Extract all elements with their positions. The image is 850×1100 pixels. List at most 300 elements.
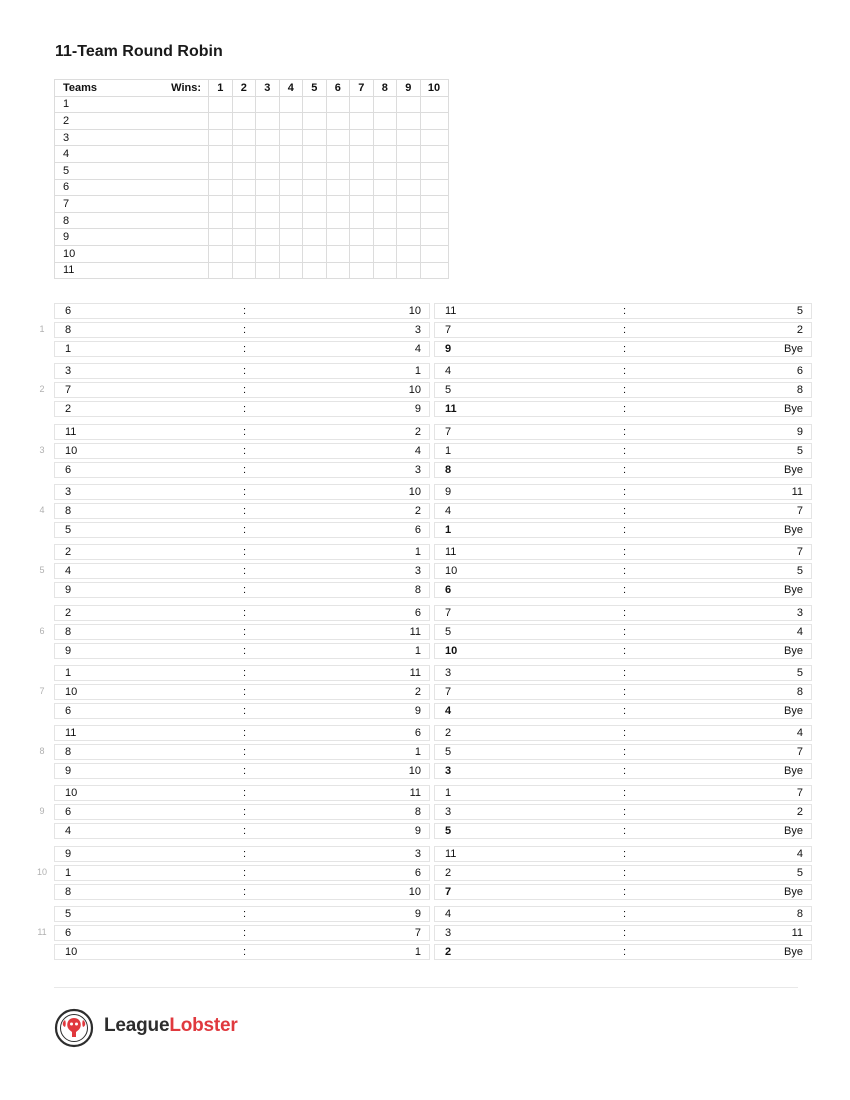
left-matches — [54, 484, 430, 541]
match-row — [434, 443, 812, 459]
away-team: 10 — [408, 486, 421, 498]
away-team: 3 — [414, 464, 421, 476]
round-number: 9 — [39, 806, 45, 816]
home-team: 9 — [445, 343, 452, 355]
round-block — [0, 544, 850, 601]
away-team: 8 — [414, 806, 421, 818]
right-matches — [434, 725, 812, 782]
away-team: 7 — [796, 546, 803, 558]
bye-row — [434, 884, 812, 900]
bye-label: Bye — [784, 464, 803, 476]
score-separator: : — [623, 908, 627, 920]
round-column-header: 2 — [232, 80, 256, 97]
away-team: 11 — [409, 667, 421, 679]
match-row — [434, 382, 812, 398]
home-team: 4 — [445, 705, 452, 717]
home-team: 2 — [65, 403, 72, 415]
match-row — [434, 846, 812, 862]
match-row — [434, 544, 812, 560]
match-row — [434, 624, 812, 640]
bye-label: Bye — [784, 946, 803, 958]
match-row — [54, 582, 430, 598]
score-separator: : — [243, 908, 247, 920]
bye-label: Bye — [784, 403, 803, 415]
away-team: 10 — [408, 765, 421, 777]
away-team: 3 — [414, 565, 421, 577]
home-team: 4 — [65, 565, 72, 577]
home-team: 8 — [65, 886, 72, 898]
home-team: 5 — [65, 524, 72, 536]
match-row — [434, 906, 812, 922]
home-team: 4 — [65, 825, 72, 837]
round-block — [0, 785, 850, 842]
away-team: 9 — [414, 705, 421, 717]
match-row — [54, 785, 430, 801]
score-separator: : — [243, 946, 247, 958]
left-matches — [54, 785, 430, 842]
match-row — [54, 684, 430, 700]
bye-row — [434, 341, 812, 357]
bye-row — [434, 703, 812, 719]
home-team: 1 — [65, 343, 72, 355]
home-team: 8 — [65, 324, 72, 336]
away-team: 11 — [791, 927, 803, 939]
match-row — [54, 763, 430, 779]
home-team: 10 — [445, 565, 458, 577]
round-block — [0, 665, 850, 722]
match-row — [54, 643, 430, 659]
score-separator: : — [243, 524, 247, 536]
bye-label: Bye — [784, 886, 803, 898]
team-name-cell: 11 — [55, 262, 209, 279]
away-team: 4 — [796, 848, 803, 860]
team-name-cell: 8 — [55, 212, 209, 229]
league-lobster-logo[interactable] — [54, 1008, 254, 1048]
score-separator: : — [623, 886, 627, 898]
score-separator: : — [243, 886, 247, 898]
match-row — [54, 865, 430, 881]
right-matches — [434, 484, 812, 541]
logo-word-lobster: Lobster — [169, 1015, 238, 1036]
score-separator: : — [243, 384, 247, 396]
score-separator: : — [243, 705, 247, 717]
round-number: 7 — [39, 686, 45, 696]
round-number: 2 — [39, 384, 45, 394]
home-team: 8 — [65, 505, 72, 517]
match-row — [434, 665, 812, 681]
home-team: 5 — [445, 384, 452, 396]
away-team: 2 — [414, 686, 421, 698]
score-separator: : — [243, 848, 247, 860]
score-separator: : — [243, 727, 247, 739]
away-team: 4 — [796, 626, 803, 638]
bye-row — [434, 643, 812, 659]
home-team: 2 — [65, 546, 72, 558]
score-separator: : — [623, 626, 627, 638]
away-team: 5 — [796, 867, 803, 879]
team-name-cell: 2 — [55, 113, 209, 130]
score-separator: : — [243, 825, 247, 837]
team-name-cell: 5 — [55, 162, 209, 179]
home-team: 3 — [445, 806, 452, 818]
away-team: 11 — [409, 787, 421, 799]
score-separator: : — [623, 584, 627, 596]
score-separator: : — [243, 565, 247, 577]
right-matches — [434, 846, 812, 903]
left-matches — [54, 303, 430, 360]
round-column-header: 3 — [256, 80, 280, 97]
score-separator: : — [243, 305, 247, 317]
away-team: 10 — [408, 886, 421, 898]
away-team: 7 — [796, 787, 803, 799]
round-block — [0, 424, 850, 481]
round-block — [0, 846, 850, 903]
match-row — [434, 684, 812, 700]
away-team: 6 — [414, 524, 421, 536]
home-team: 1 — [445, 445, 452, 457]
home-team: 4 — [445, 365, 452, 377]
match-row — [434, 484, 812, 500]
match-row — [54, 443, 430, 459]
score-separator: : — [623, 486, 627, 498]
round-column-header: 5 — [303, 80, 327, 97]
bye-row — [434, 823, 812, 839]
home-team: 9 — [65, 848, 72, 860]
right-matches — [434, 303, 812, 360]
round-number: 8 — [39, 746, 45, 756]
home-team: 6 — [445, 584, 452, 596]
away-team: 3 — [414, 324, 421, 336]
logo-text — [104, 1015, 238, 1037]
match-row — [434, 363, 812, 379]
bye-label: Bye — [784, 765, 803, 777]
match-row — [434, 865, 812, 881]
match-row — [54, 744, 430, 760]
home-team: 11 — [445, 848, 457, 860]
footer-divider — [54, 987, 798, 988]
away-team: 7 — [796, 746, 803, 758]
score-separator: : — [243, 365, 247, 377]
home-team: 1 — [65, 667, 72, 679]
away-team: 2 — [414, 505, 421, 517]
score-separator: : — [243, 746, 247, 758]
score-separator: : — [623, 505, 627, 517]
home-team: 7 — [65, 384, 72, 396]
home-team: 10 — [65, 787, 78, 799]
away-team: 9 — [414, 825, 421, 837]
score-separator: : — [623, 324, 627, 336]
right-matches — [434, 544, 812, 601]
score-separator: : — [243, 426, 247, 438]
home-team: 11 — [65, 426, 77, 438]
match-row — [54, 303, 430, 319]
round-number: 11 — [37, 927, 47, 937]
home-team: 7 — [445, 886, 452, 898]
score-separator: : — [623, 645, 627, 657]
score-separator: : — [243, 667, 247, 679]
away-team: 2 — [796, 806, 803, 818]
score-separator: : — [623, 765, 627, 777]
round-number: 5 — [39, 565, 45, 575]
match-row — [54, 605, 430, 621]
home-team: 5 — [445, 746, 452, 758]
match-row — [54, 624, 430, 640]
round-block — [0, 484, 850, 541]
home-team: 1 — [445, 524, 452, 536]
score-separator: : — [623, 946, 627, 958]
round-column-header: 7 — [350, 80, 374, 97]
round-block — [0, 725, 850, 782]
home-team: 5 — [65, 908, 72, 920]
score-separator: : — [243, 787, 247, 799]
home-team: 2 — [65, 607, 72, 619]
left-matches — [54, 725, 430, 782]
round-column-header: 9 — [397, 80, 421, 97]
match-row — [434, 503, 812, 519]
match-row — [434, 925, 812, 941]
score-separator: : — [243, 867, 247, 879]
away-team: 8 — [796, 686, 803, 698]
home-team: 10 — [65, 946, 78, 958]
home-team: 3 — [445, 765, 452, 777]
match-row — [54, 341, 430, 357]
away-team: 2 — [414, 426, 421, 438]
away-team: 4 — [796, 727, 803, 739]
score-separator: : — [623, 848, 627, 860]
bye-label: Bye — [784, 584, 803, 596]
match-row — [54, 725, 430, 741]
match-row — [54, 544, 430, 560]
away-team: 5 — [796, 445, 803, 457]
team-name-cell: 6 — [55, 179, 209, 196]
home-team: 2 — [445, 946, 452, 958]
home-team: 2 — [445, 867, 452, 879]
away-team: 9 — [414, 403, 421, 415]
away-team: 10 — [408, 384, 421, 396]
away-team: 5 — [796, 667, 803, 679]
away-team: 1 — [414, 645, 421, 657]
left-matches — [54, 424, 430, 481]
home-team: 6 — [65, 927, 72, 939]
home-team: 1 — [445, 787, 452, 799]
match-row — [54, 503, 430, 519]
home-team: 11 — [445, 403, 457, 415]
away-team: 5 — [796, 305, 803, 317]
match-row — [54, 322, 430, 338]
match-row — [54, 665, 430, 681]
away-team: 8 — [796, 908, 803, 920]
home-team: 8 — [65, 626, 72, 638]
right-matches — [434, 665, 812, 722]
home-team: 3 — [445, 667, 452, 679]
match-row — [434, 744, 812, 760]
match-row — [434, 605, 812, 621]
score-separator: : — [243, 546, 247, 558]
home-team: 10 — [65, 686, 78, 698]
score-separator: : — [243, 505, 247, 517]
score-separator: : — [243, 645, 247, 657]
match-row — [434, 303, 812, 319]
home-team: 10 — [445, 645, 458, 657]
team-name-cell: 1 — [55, 96, 209, 113]
home-team: 6 — [65, 806, 72, 818]
left-matches — [54, 846, 430, 903]
score-separator: : — [243, 445, 247, 457]
match-row — [54, 382, 430, 398]
home-team: 6 — [65, 464, 72, 476]
right-matches — [434, 906, 812, 963]
home-team: 11 — [445, 546, 457, 558]
match-row — [54, 944, 430, 960]
home-team: 9 — [65, 584, 72, 596]
away-team: 3 — [796, 607, 803, 619]
match-row — [434, 725, 812, 741]
score-separator: : — [623, 343, 627, 355]
score-separator: : — [623, 546, 627, 558]
score-separator: : — [243, 626, 247, 638]
away-team: 4 — [414, 445, 421, 457]
home-team: 9 — [65, 765, 72, 777]
lobster-logo-icon — [54, 1008, 94, 1048]
bye-label: Bye — [784, 645, 803, 657]
left-matches — [54, 363, 430, 420]
bye-row — [434, 944, 812, 960]
round-column-header: 8 — [373, 80, 397, 97]
home-team: 1 — [65, 867, 72, 879]
match-row — [54, 884, 430, 900]
bye-label: Bye — [784, 524, 803, 536]
page-title: 11-Team Round Robin — [55, 43, 223, 60]
score-separator: : — [243, 464, 247, 476]
score-separator: : — [623, 727, 627, 739]
score-separator: : — [623, 867, 627, 879]
score-separator: : — [623, 565, 627, 577]
round-block — [0, 906, 850, 963]
bye-row — [434, 462, 812, 478]
score-separator: : — [623, 403, 627, 415]
away-team: 9 — [796, 426, 803, 438]
left-matches — [54, 605, 430, 662]
home-team: 3 — [65, 365, 72, 377]
teams-header: Teams — [63, 81, 98, 94]
match-row — [54, 522, 430, 538]
away-team: 5 — [796, 565, 803, 577]
away-team: 1 — [414, 946, 421, 958]
match-row — [434, 322, 812, 338]
right-matches — [434, 363, 812, 420]
team-name-cell: 4 — [55, 146, 209, 163]
score-separator: : — [623, 607, 627, 619]
home-team: 6 — [65, 305, 72, 317]
bye-label: Bye — [784, 343, 803, 355]
match-row — [54, 703, 430, 719]
score-separator: : — [623, 806, 627, 818]
logo-word-league: League — [104, 1015, 170, 1036]
away-team: 1 — [414, 546, 421, 558]
score-separator: : — [623, 927, 627, 939]
round-column-header: 6 — [326, 80, 350, 97]
away-team: 7 — [796, 505, 803, 517]
home-team: 11 — [65, 727, 77, 739]
score-separator: : — [623, 365, 627, 377]
away-team: 11 — [409, 626, 421, 638]
home-team: 9 — [445, 486, 452, 498]
team-name-cell: 7 — [55, 196, 209, 213]
score-separator: : — [623, 426, 627, 438]
home-team: 3 — [65, 486, 72, 498]
away-team: 2 — [796, 324, 803, 336]
away-team: 11 — [791, 486, 803, 498]
round-number: 10 — [36, 867, 47, 877]
match-row — [54, 804, 430, 820]
bye-row — [434, 763, 812, 779]
round-column-header: 4 — [279, 80, 303, 97]
home-team: 10 — [65, 445, 78, 457]
away-team: 10 — [408, 305, 421, 317]
round-column-header: 1 — [209, 80, 233, 97]
match-row — [434, 785, 812, 801]
away-team: 3 — [414, 848, 421, 860]
home-team: 5 — [445, 825, 452, 837]
score-separator: : — [623, 524, 627, 536]
match-row — [54, 363, 430, 379]
score-separator: : — [623, 825, 627, 837]
left-matches — [54, 906, 430, 963]
match-row — [54, 925, 430, 941]
right-matches — [434, 785, 812, 842]
match-row — [54, 462, 430, 478]
away-team: 6 — [414, 727, 421, 739]
score-separator: : — [623, 686, 627, 698]
match-row — [54, 906, 430, 922]
score-separator: : — [623, 746, 627, 758]
home-team: 8 — [65, 746, 72, 758]
bye-row — [434, 522, 812, 538]
away-team: 8 — [796, 384, 803, 396]
home-team: 6 — [65, 705, 72, 717]
right-matches — [434, 605, 812, 662]
home-team: 3 — [445, 927, 452, 939]
round-number: 6 — [39, 626, 45, 636]
away-team: 6 — [796, 365, 803, 377]
score-separator: : — [243, 607, 247, 619]
score-separator: : — [243, 403, 247, 415]
match-row — [54, 484, 430, 500]
left-matches — [54, 665, 430, 722]
bye-label: Bye — [784, 825, 803, 837]
match-row — [54, 846, 430, 862]
home-team: 8 — [445, 464, 452, 476]
wins-header: Wins: — [171, 82, 201, 94]
round-block — [0, 303, 850, 360]
home-team: 2 — [445, 727, 452, 739]
round-number: 1 — [39, 324, 45, 334]
score-separator: : — [623, 705, 627, 717]
home-team: 4 — [445, 505, 452, 517]
score-separator: : — [623, 305, 627, 317]
score-separator: : — [623, 384, 627, 396]
bye-row — [434, 582, 812, 598]
round-block — [0, 605, 850, 662]
score-separator: : — [243, 927, 247, 939]
match-row — [434, 563, 812, 579]
away-team: 4 — [414, 343, 421, 355]
home-team: 11 — [445, 305, 457, 317]
team-name-cell: 10 — [55, 245, 209, 262]
team-name-cell: 3 — [55, 129, 209, 146]
home-team: 7 — [445, 686, 452, 698]
left-matches — [54, 544, 430, 601]
